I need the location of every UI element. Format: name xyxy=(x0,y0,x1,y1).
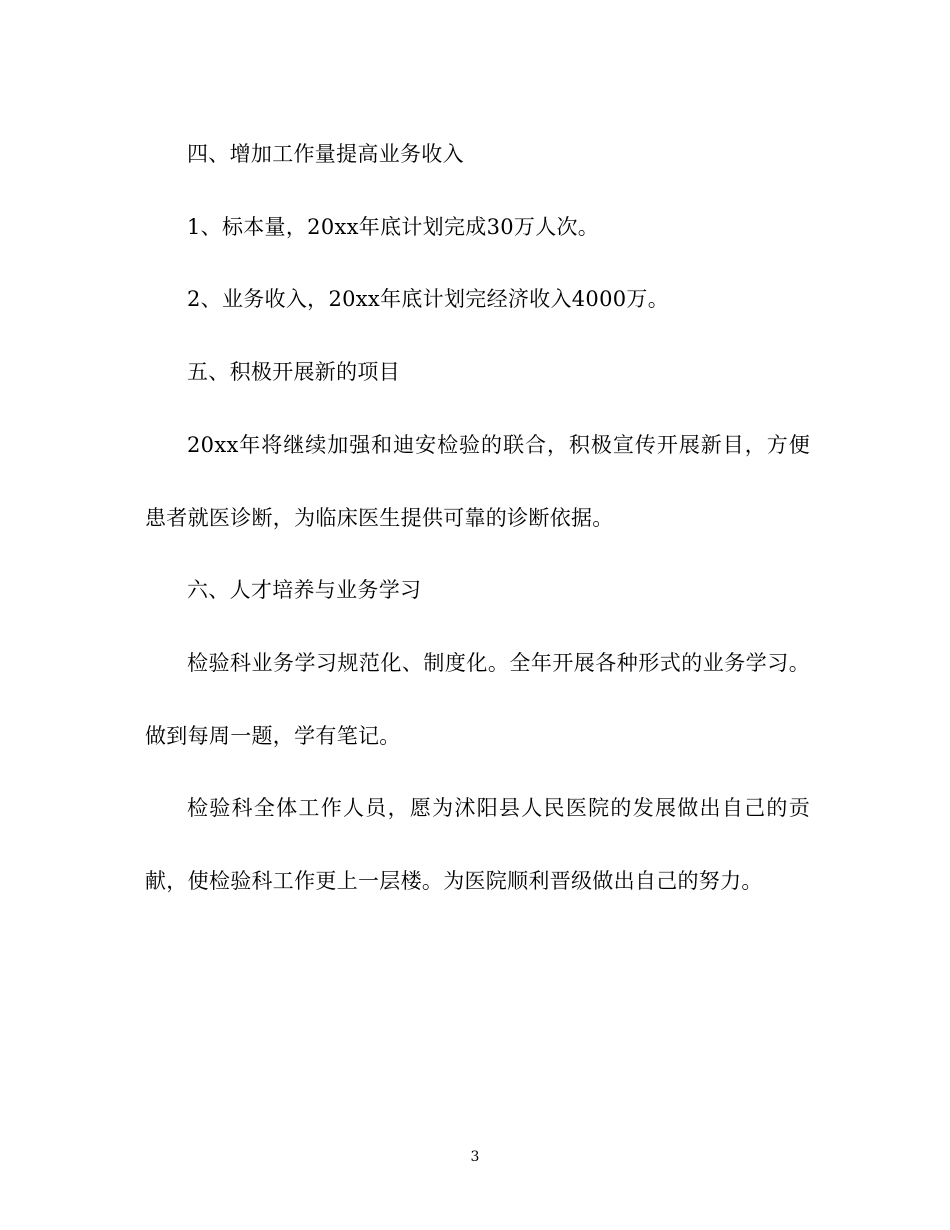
list-item-business-income: 2、业务收入，20xx年底计划完经济收入4000万。 xyxy=(187,287,670,312)
document-body xyxy=(145,118,810,918)
section-heading-6: 六、人才培养与业务学习 xyxy=(187,578,422,603)
section-heading-5: 五、积极开展新的项目 xyxy=(187,360,400,385)
page-number: 3 xyxy=(470,1149,480,1165)
paragraph-new-projects: 20xx年将继续加强和迪安检验的联合，积极宣传开展新目，方便患者就医诊断，为临床医生提供可靠的诊断依据。 xyxy=(145,432,810,530)
paragraph-conclusion: 检验科全体工作人员，愿为沭阳县人民医院的发展做出自己的贡献，使检验科工作更上一层楼。为医院顺利晋级做出自己的努力。 xyxy=(145,796,810,894)
paragraph-study: 检验科业务学习规范化、制度化。全年开展各种形式的业务学习。做到每周一题，学有笔记。 xyxy=(145,650,810,748)
list-item-specimen-volume: 1、标本量，20xx年底计划完成30万人次。 xyxy=(187,214,600,239)
section-heading-4: 四、增加工作量提高业务收入 xyxy=(187,142,464,166)
